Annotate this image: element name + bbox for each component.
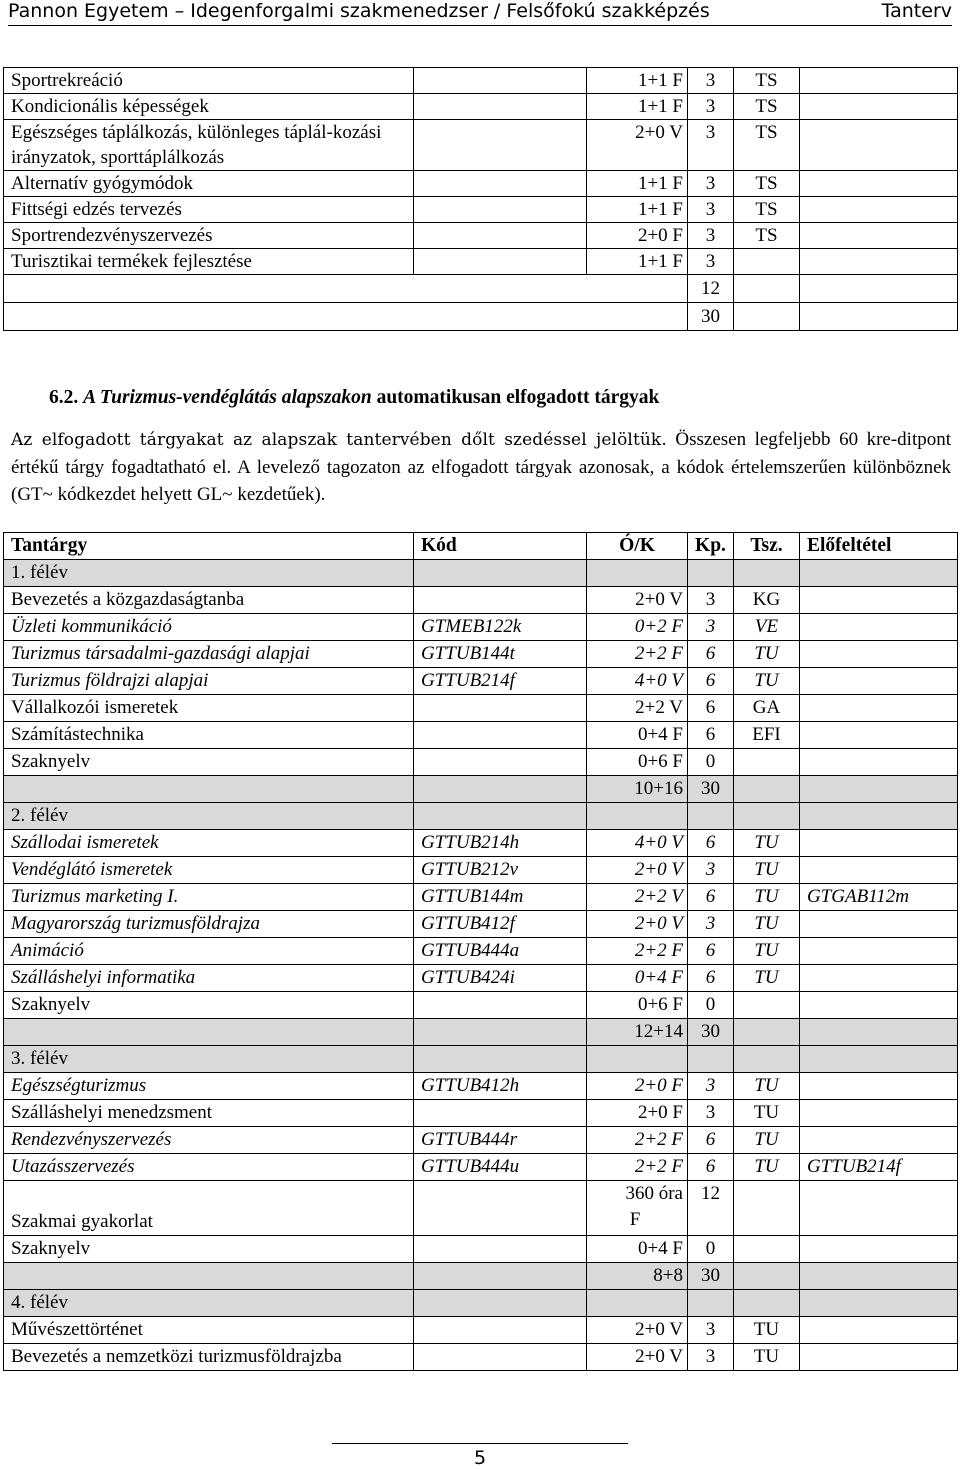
header-type: Ó/K <box>587 533 688 560</box>
course-prereq <box>800 641 958 668</box>
table-row <box>4 641 958 668</box>
course-name: Turizmus társadalmi-gazdasági alapjai <box>4 641 414 668</box>
course-hours: 2+0 V <box>587 587 688 614</box>
course-credit: 3 <box>688 171 734 197</box>
course-code <box>414 171 587 197</box>
table-row <box>4 749 958 776</box>
paragraph-sentence-1: Az elfogadott tárgyakat az alapszak tantervében dőlt szedéssel jelöltük. <box>11 430 667 450</box>
course-credit: 0 <box>688 1236 734 1263</box>
course-prereq <box>800 587 958 614</box>
sum-credit: 30 <box>688 1019 734 1046</box>
table-row <box>4 1100 958 1127</box>
course-hours: 2+0 V <box>587 1344 688 1371</box>
course-hours: 2+0 F <box>587 1100 688 1127</box>
semester-row <box>4 803 958 830</box>
course-prereq <box>800 1073 958 1100</box>
course-prereq <box>800 1344 958 1371</box>
course-credit: 6 <box>688 641 734 668</box>
header-department: Tsz. <box>734 533 800 560</box>
course-prereq: GTGAB112m <box>800 884 958 911</box>
table-row <box>4 1181 958 1236</box>
course-code <box>414 223 587 249</box>
course-hours: 1+1 F <box>587 94 688 120</box>
sum-empty <box>4 275 688 303</box>
header-subject: Tantárgy <box>4 533 414 560</box>
header-prereq: Előfeltétel <box>800 533 958 560</box>
course-code <box>414 249 587 275</box>
course-credit: 6 <box>688 884 734 911</box>
course-prereq <box>800 965 958 992</box>
header-right: Tanterv <box>881 0 952 22</box>
semester-sum-row <box>4 776 958 803</box>
section-heading-italic: A Turizmus-vendéglátás alapszakon <box>83 387 372 408</box>
table-row <box>4 830 958 857</box>
course-department: TS <box>734 94 800 120</box>
table-row <box>4 249 958 275</box>
sum-hours: 10+16 <box>587 776 688 803</box>
course-code <box>414 695 587 722</box>
course-department: TS <box>734 171 800 197</box>
course-credit: 0 <box>688 992 734 1019</box>
course-credit: 3 <box>688 1344 734 1371</box>
course-department: TU <box>734 938 800 965</box>
course-code <box>414 1317 587 1344</box>
semester-empty <box>414 803 587 830</box>
course-prereq <box>800 94 958 120</box>
sum-row <box>4 303 958 331</box>
course-hours: 1+1 F <box>587 68 688 94</box>
course-prereq <box>800 197 958 223</box>
course-credit: 3 <box>688 249 734 275</box>
semester-empty <box>734 803 800 830</box>
semester-empty <box>587 1046 688 1073</box>
course-name: Alternatív gyógymódok <box>4 171 414 197</box>
course-hours: 2+0 V <box>587 911 688 938</box>
course-credit: 6 <box>688 938 734 965</box>
course-credit: 6 <box>688 1154 734 1181</box>
course-department: TU <box>734 1344 800 1371</box>
semester-sum-row <box>4 1019 958 1046</box>
semester-empty <box>414 560 587 587</box>
table-row <box>4 1344 958 1371</box>
course-name: Szaknyelv <box>4 1236 414 1263</box>
course-department: TU <box>734 884 800 911</box>
course-department: TU <box>734 668 800 695</box>
course-hours: 0+6 F <box>587 992 688 1019</box>
course-code: GTTUB444u <box>414 1154 587 1181</box>
table-row <box>4 1317 958 1344</box>
course-name: Turizmus marketing I. <box>4 884 414 911</box>
sum-empty <box>800 776 958 803</box>
table-row <box>4 938 958 965</box>
semester-label: 4. félév <box>4 1290 414 1317</box>
semester-row <box>4 1046 958 1073</box>
table-row <box>4 911 958 938</box>
table-row <box>4 695 958 722</box>
course-name: Vendéglátó ismeretek <box>4 857 414 884</box>
course-department: TU <box>734 1073 800 1100</box>
course-department <box>734 249 800 275</box>
header-code: Kód <box>414 533 587 560</box>
course-prereq <box>800 223 958 249</box>
sum-empty <box>414 1263 587 1290</box>
course-code: GTTUB412f <box>414 911 587 938</box>
course-credit: 12 <box>688 1181 734 1236</box>
course-credit: 3 <box>688 94 734 120</box>
course-code <box>414 1344 587 1371</box>
course-department: VE <box>734 614 800 641</box>
course-hours: 4+0 V <box>587 668 688 695</box>
course-prereq <box>800 249 958 275</box>
course-hours-line-1: 360 óra <box>625 1183 683 1204</box>
course-name: Sportrendezvényszervezés <box>4 223 414 249</box>
course-department: TU <box>734 1127 800 1154</box>
course-department: TS <box>734 68 800 94</box>
course-credit: 3 <box>688 1317 734 1344</box>
table-row <box>4 1073 958 1100</box>
course-hours-line-2: F <box>629 1209 641 1230</box>
course-code: GTTUB214f <box>414 668 587 695</box>
table-header-row <box>4 533 958 560</box>
course-code <box>414 1181 587 1236</box>
course-name: Szálláshelyi menedzsment <box>4 1100 414 1127</box>
course-prereq <box>800 911 958 938</box>
course-hours: 1+1 F <box>587 249 688 275</box>
course-prereq <box>800 1127 958 1154</box>
course-hours: 2+2 V <box>587 884 688 911</box>
course-credit: 3 <box>688 1073 734 1100</box>
semester-label: 2. félév <box>4 803 414 830</box>
semester-empty <box>688 560 734 587</box>
sum-hours: 8+8 <box>587 1263 688 1290</box>
course-code <box>414 587 587 614</box>
course-credit: 6 <box>688 830 734 857</box>
course-department: TS <box>734 120 800 171</box>
course-code: GTTUB144t <box>414 641 587 668</box>
course-hours: 2+0 V <box>587 857 688 884</box>
course-code <box>414 68 587 94</box>
course-name: Bevezetés a nemzetközi turizmusföldrajzba <box>4 1344 414 1371</box>
course-prereq <box>800 68 958 94</box>
course-department <box>734 1181 800 1236</box>
course-name: Szaknyelv <box>4 749 414 776</box>
paragraph-sentence-2: Összesen legfeljebb 60 kre-ditpont értékű tárgy fogadtatható el. <box>11 429 952 478</box>
course-prereq <box>800 171 958 197</box>
sum-empty <box>800 1019 958 1046</box>
course-prereq <box>800 992 958 1019</box>
table-row <box>4 614 958 641</box>
table-row <box>4 992 958 1019</box>
course-hours: 2+2 F <box>587 938 688 965</box>
sum-credit: 30 <box>688 776 734 803</box>
table-row <box>4 1154 958 1181</box>
table-row <box>4 120 958 171</box>
semester-empty <box>688 1046 734 1073</box>
section-heading-rest: automatikusan elfogadott tárgyak <box>376 387 660 408</box>
intro-paragraph <box>11 426 951 508</box>
course-hours: 0+4 F <box>587 965 688 992</box>
semester-empty <box>800 1290 958 1317</box>
course-code <box>414 1236 587 1263</box>
course-hours: 2+2 F <box>587 1127 688 1154</box>
header-credit: Kp. <box>688 533 734 560</box>
course-name: Egészséges táplálkozás, különleges táplál-kozási irányzatok, sporttáplálkozás <box>4 120 414 171</box>
course-department: KG <box>734 587 800 614</box>
course-code: GTTUB212v <box>414 857 587 884</box>
semester-empty <box>800 560 958 587</box>
course-department <box>734 992 800 1019</box>
curriculum-table <box>3 532 958 1371</box>
sum-credit: 12 <box>688 275 734 303</box>
course-prereq <box>800 695 958 722</box>
sum-empty <box>414 776 587 803</box>
sum-hours: 12+14 <box>587 1019 688 1046</box>
semester-empty <box>587 803 688 830</box>
table-row <box>4 68 958 94</box>
course-department: TU <box>734 830 800 857</box>
course-name: Fittségi edzés tervezés <box>4 197 414 223</box>
course-code: GTTUB412h <box>414 1073 587 1100</box>
course-credit: 3 <box>688 614 734 641</box>
table-row <box>4 223 958 249</box>
course-name: Kondicionális képességek <box>4 94 414 120</box>
table-row <box>4 965 958 992</box>
semester-empty <box>587 560 688 587</box>
course-name: Bevezetés a közgazdaságtanba <box>4 587 414 614</box>
course-department: GA <box>734 695 800 722</box>
sum-empty <box>734 1019 800 1046</box>
sum-row <box>4 275 958 303</box>
course-name: Magyarország turizmusföldrajza <box>4 911 414 938</box>
semester-empty <box>414 1046 587 1073</box>
table-row <box>4 94 958 120</box>
course-name: Turizmus földrajzi alapjai <box>4 668 414 695</box>
table-row <box>4 1236 958 1263</box>
table-row <box>4 171 958 197</box>
course-hours: 0+4 F <box>587 1236 688 1263</box>
table-row <box>4 884 958 911</box>
section-heading <box>49 387 659 409</box>
course-code <box>414 1100 587 1127</box>
table-row <box>4 1127 958 1154</box>
course-credit: 3 <box>688 1100 734 1127</box>
course-hours: 2+2 F <box>587 1154 688 1181</box>
course-department: TU <box>734 1154 800 1181</box>
course-department: TU <box>734 1317 800 1344</box>
course-credit: 3 <box>688 857 734 884</box>
course-name: Vállalkozói ismeretek <box>4 695 414 722</box>
sum-empty <box>4 1263 414 1290</box>
semester-empty <box>688 803 734 830</box>
course-department: TU <box>734 641 800 668</box>
semester-empty <box>800 803 958 830</box>
course-name: Művészettörténet <box>4 1317 414 1344</box>
course-code <box>414 197 587 223</box>
course-hours: 2+0 V <box>587 120 688 171</box>
course-credit: 3 <box>688 587 734 614</box>
table-row <box>4 857 958 884</box>
course-hours: 1+1 F <box>587 197 688 223</box>
sum-empty <box>414 1019 587 1046</box>
sum-empty <box>734 776 800 803</box>
table-row <box>4 722 958 749</box>
sum-credit: 30 <box>688 303 734 331</box>
course-name: Utazásszervezés <box>4 1154 414 1181</box>
course-hours: 2+0 F <box>587 1073 688 1100</box>
course-credit: 6 <box>688 1127 734 1154</box>
course-hours: 1+1 F <box>587 171 688 197</box>
course-hours <box>587 1181 688 1236</box>
course-prereq <box>800 722 958 749</box>
course-name: Animáció <box>4 938 414 965</box>
course-department: TU <box>734 857 800 884</box>
course-prereq <box>800 668 958 695</box>
course-credit: 6 <box>688 965 734 992</box>
course-hours: 2+2 V <box>587 695 688 722</box>
table-row <box>4 197 958 223</box>
sum-empty <box>4 303 688 331</box>
header-title: Pannon Egyetem – Idegenforgalmi szakmenedzser / Felsőfokú szakképzés <box>8 0 710 22</box>
course-department: EFI <box>734 722 800 749</box>
section-number: 6.2. <box>49 387 79 408</box>
course-prereq <box>800 614 958 641</box>
course-hours: 2+0 F <box>587 223 688 249</box>
course-hours: 0+2 F <box>587 614 688 641</box>
course-name: Üzleti kommunikáció <box>4 614 414 641</box>
course-hours: 0+4 F <box>587 722 688 749</box>
course-code: GTTUB144m <box>414 884 587 911</box>
course-name: Sportrekreáció <box>4 68 414 94</box>
course-name: Szállodai ismeretek <box>4 830 414 857</box>
course-code <box>414 722 587 749</box>
sum-empty <box>4 776 414 803</box>
semester-empty <box>734 1046 800 1073</box>
course-name: Rendezvényszervezés <box>4 1127 414 1154</box>
course-name: Turisztikai termékek fejlesztése <box>4 249 414 275</box>
course-department: TU <box>734 911 800 938</box>
course-department <box>734 1236 800 1263</box>
course-hours: 4+0 V <box>587 830 688 857</box>
elective-courses-table <box>3 67 958 331</box>
course-credit: 3 <box>688 223 734 249</box>
semester-row <box>4 560 958 587</box>
sum-empty <box>800 275 958 303</box>
semester-empty <box>688 1290 734 1317</box>
semester-empty <box>800 1046 958 1073</box>
course-name: Szaknyelv <box>4 992 414 1019</box>
course-credit: 3 <box>688 68 734 94</box>
course-code <box>414 120 587 171</box>
semester-label: 3. félév <box>4 1046 414 1073</box>
sum-empty <box>734 1263 800 1290</box>
sum-empty <box>734 303 800 331</box>
course-name: Egészségturizmus <box>4 1073 414 1100</box>
page-number: 5 <box>473 1447 487 1469</box>
course-code: GTTUB214h <box>414 830 587 857</box>
paragraph-sentence-3: A levelező tagozaton az elfogadott tárgyak azonosak, a kódok értelemszerűen különböznek (GT~ kódkezdet helyett GL~ kezdetűek). <box>11 457 952 505</box>
course-code: GTTUB444r <box>414 1127 587 1154</box>
course-prereq <box>800 1181 958 1236</box>
course-prereq <box>800 120 958 171</box>
course-department <box>734 749 800 776</box>
course-credit: 6 <box>688 695 734 722</box>
course-prereq: GTTUB214f <box>800 1154 958 1181</box>
table-row <box>4 668 958 695</box>
course-name: Szálláshelyi informatika <box>4 965 414 992</box>
sum-credit: 30 <box>688 1263 734 1290</box>
sum-empty <box>800 303 958 331</box>
semester-sum-row <box>4 1263 958 1290</box>
course-code <box>414 992 587 1019</box>
course-code: GTTUB444a <box>414 938 587 965</box>
course-name: Szakmai gyakorlat <box>4 1181 414 1236</box>
table-row <box>4 587 958 614</box>
course-credit: 3 <box>688 911 734 938</box>
course-code <box>414 749 587 776</box>
course-credit: 6 <box>688 668 734 695</box>
page-header <box>8 0 952 24</box>
semester-row <box>4 1290 958 1317</box>
course-prereq <box>800 938 958 965</box>
course-code <box>414 94 587 120</box>
course-department: TS <box>734 197 800 223</box>
course-prereq <box>800 749 958 776</box>
course-department: TU <box>734 1100 800 1127</box>
footer-rule <box>332 1443 628 1444</box>
course-name: Számítástechnika <box>4 722 414 749</box>
semester-empty <box>734 560 800 587</box>
course-credit: 6 <box>688 722 734 749</box>
course-hours: 0+6 F <box>587 749 688 776</box>
course-department: TS <box>734 223 800 249</box>
semester-empty <box>414 1290 587 1317</box>
course-prereq <box>800 1317 958 1344</box>
course-credit: 0 <box>688 749 734 776</box>
sum-empty <box>4 1019 414 1046</box>
course-prereq <box>800 857 958 884</box>
course-department: TU <box>734 965 800 992</box>
course-code: GTTUB424i <box>414 965 587 992</box>
header-rule <box>8 25 952 26</box>
course-hours: 2+2 F <box>587 641 688 668</box>
sum-empty <box>800 1263 958 1290</box>
sum-empty <box>734 275 800 303</box>
course-hours: 2+0 V <box>587 1317 688 1344</box>
course-credit: 3 <box>688 197 734 223</box>
course-prereq <box>800 1100 958 1127</box>
semester-label: 1. félév <box>4 560 414 587</box>
course-credit: 3 <box>688 120 734 171</box>
semester-empty <box>734 1290 800 1317</box>
course-prereq <box>800 830 958 857</box>
semester-empty <box>587 1290 688 1317</box>
course-code: GTMEB122k <box>414 614 587 641</box>
course-prereq <box>800 1236 958 1263</box>
